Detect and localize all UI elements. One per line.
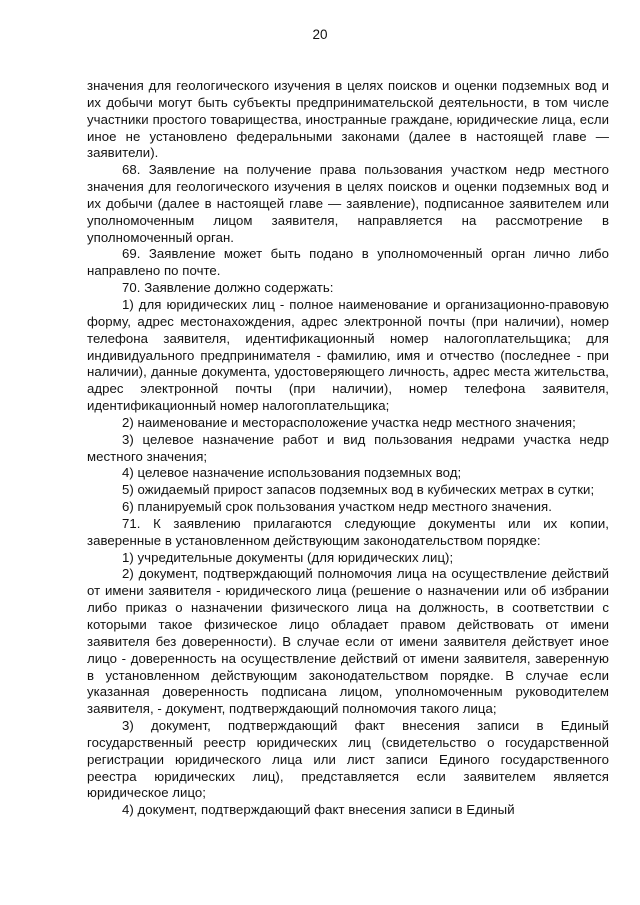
paragraph: 69. Заявление может быть подано в уполномоченный орган лично либо направлено по почте.	[87, 246, 609, 279]
document-body	[87, 78, 609, 819]
list-item: 1) для юридических лиц - полное наименование и организационно-правовую форму, адрес местонахождения, адрес электронной почты (при наличии), номер телефона заявителя, идентификационный номер налогоплательщика; для индивидуального предпринимателя - фамилию, имя и отчество (последнее - при наличии), данные документа, удостоверяющего личность, адрес места жительства, адрес электронной почты (при наличии), номер телефона заявителя, идентификационный номер налогоплательщика;	[87, 296, 609, 414]
list-item: 1) учредительные документы (для юридических лиц);	[122, 549, 454, 565]
list-item: 6) планируемый срок пользования участком недр местного значения.	[122, 499, 552, 515]
list-item: 3) целевое назначение работ и вид пользования недрами участка недр местного значения;	[87, 431, 609, 464]
list-item: 2) документ, подтверждающий полномочия лица на осуществление действий от имени заявителя - юридического лица (решение о назначении или об избрании либо приказ о назначении физического лица на должность, в соответствии с которыми такое физическое лицо обладает правом действовать от имени заявителя без доверенности). В случае если от имени заявителя действует иное лицо - доверенность на осуществление действий от имени заявителя, заверенную в установленном действующим законодательством порядке. В случае если указанная доверенность подписана лицом, уполномоченным руководителем заявителя, - документ, подтверждающий полномочия такого лица;	[87, 566, 609, 717]
list-item: 4) документ, подтверждающий факт внесения записи в Единый	[122, 802, 515, 818]
list-item: 5) ожидаемый прирост запасов подземных вод в кубических метрах в сутки;	[122, 482, 595, 498]
list-item: 2) наименование и месторасположение участка недр местного значения;	[122, 414, 576, 430]
paragraph: 71. К заявлению прилагаются следующие документы или их копии, заверенные в установленном действующим законодательством порядке:	[87, 515, 609, 548]
paragraph: 70. Заявление должно содержать:	[122, 280, 334, 296]
paragraph: 68. Заявление на получение права пользования участком недр местного значения для геологического изучения в целях поисков и оценки подземных вод и их добычи (далее в настоящей главе — заявление), подписанное заявителем или уполномоченным лицом заявителя, направляется на рассмотрение в уполномоченный орган.	[87, 162, 609, 245]
page-number: 20	[312, 27, 328, 42]
list-item: 4) целевое назначение использования подземных вод;	[122, 465, 462, 481]
list-item: 3) документ, подтверждающий факт внесения записи в Единый государственный реестр юридических лиц (свидетельство о государственной регистрации юридического лица или лист записи Единого государственного реестра юридических лиц), представляется если заявителем является юридическое лицо;	[87, 718, 609, 801]
paragraph: значения для геологического изучения в целях поисков и оценки подземных вод и их добычи могут быть субъекты предпринимательской деятельности, в том числе участники простого товарищества, иностранные граждане, юридические лица, если иное не установлено федеральными законами (далее в настоящей главе — заявители).	[87, 78, 609, 161]
